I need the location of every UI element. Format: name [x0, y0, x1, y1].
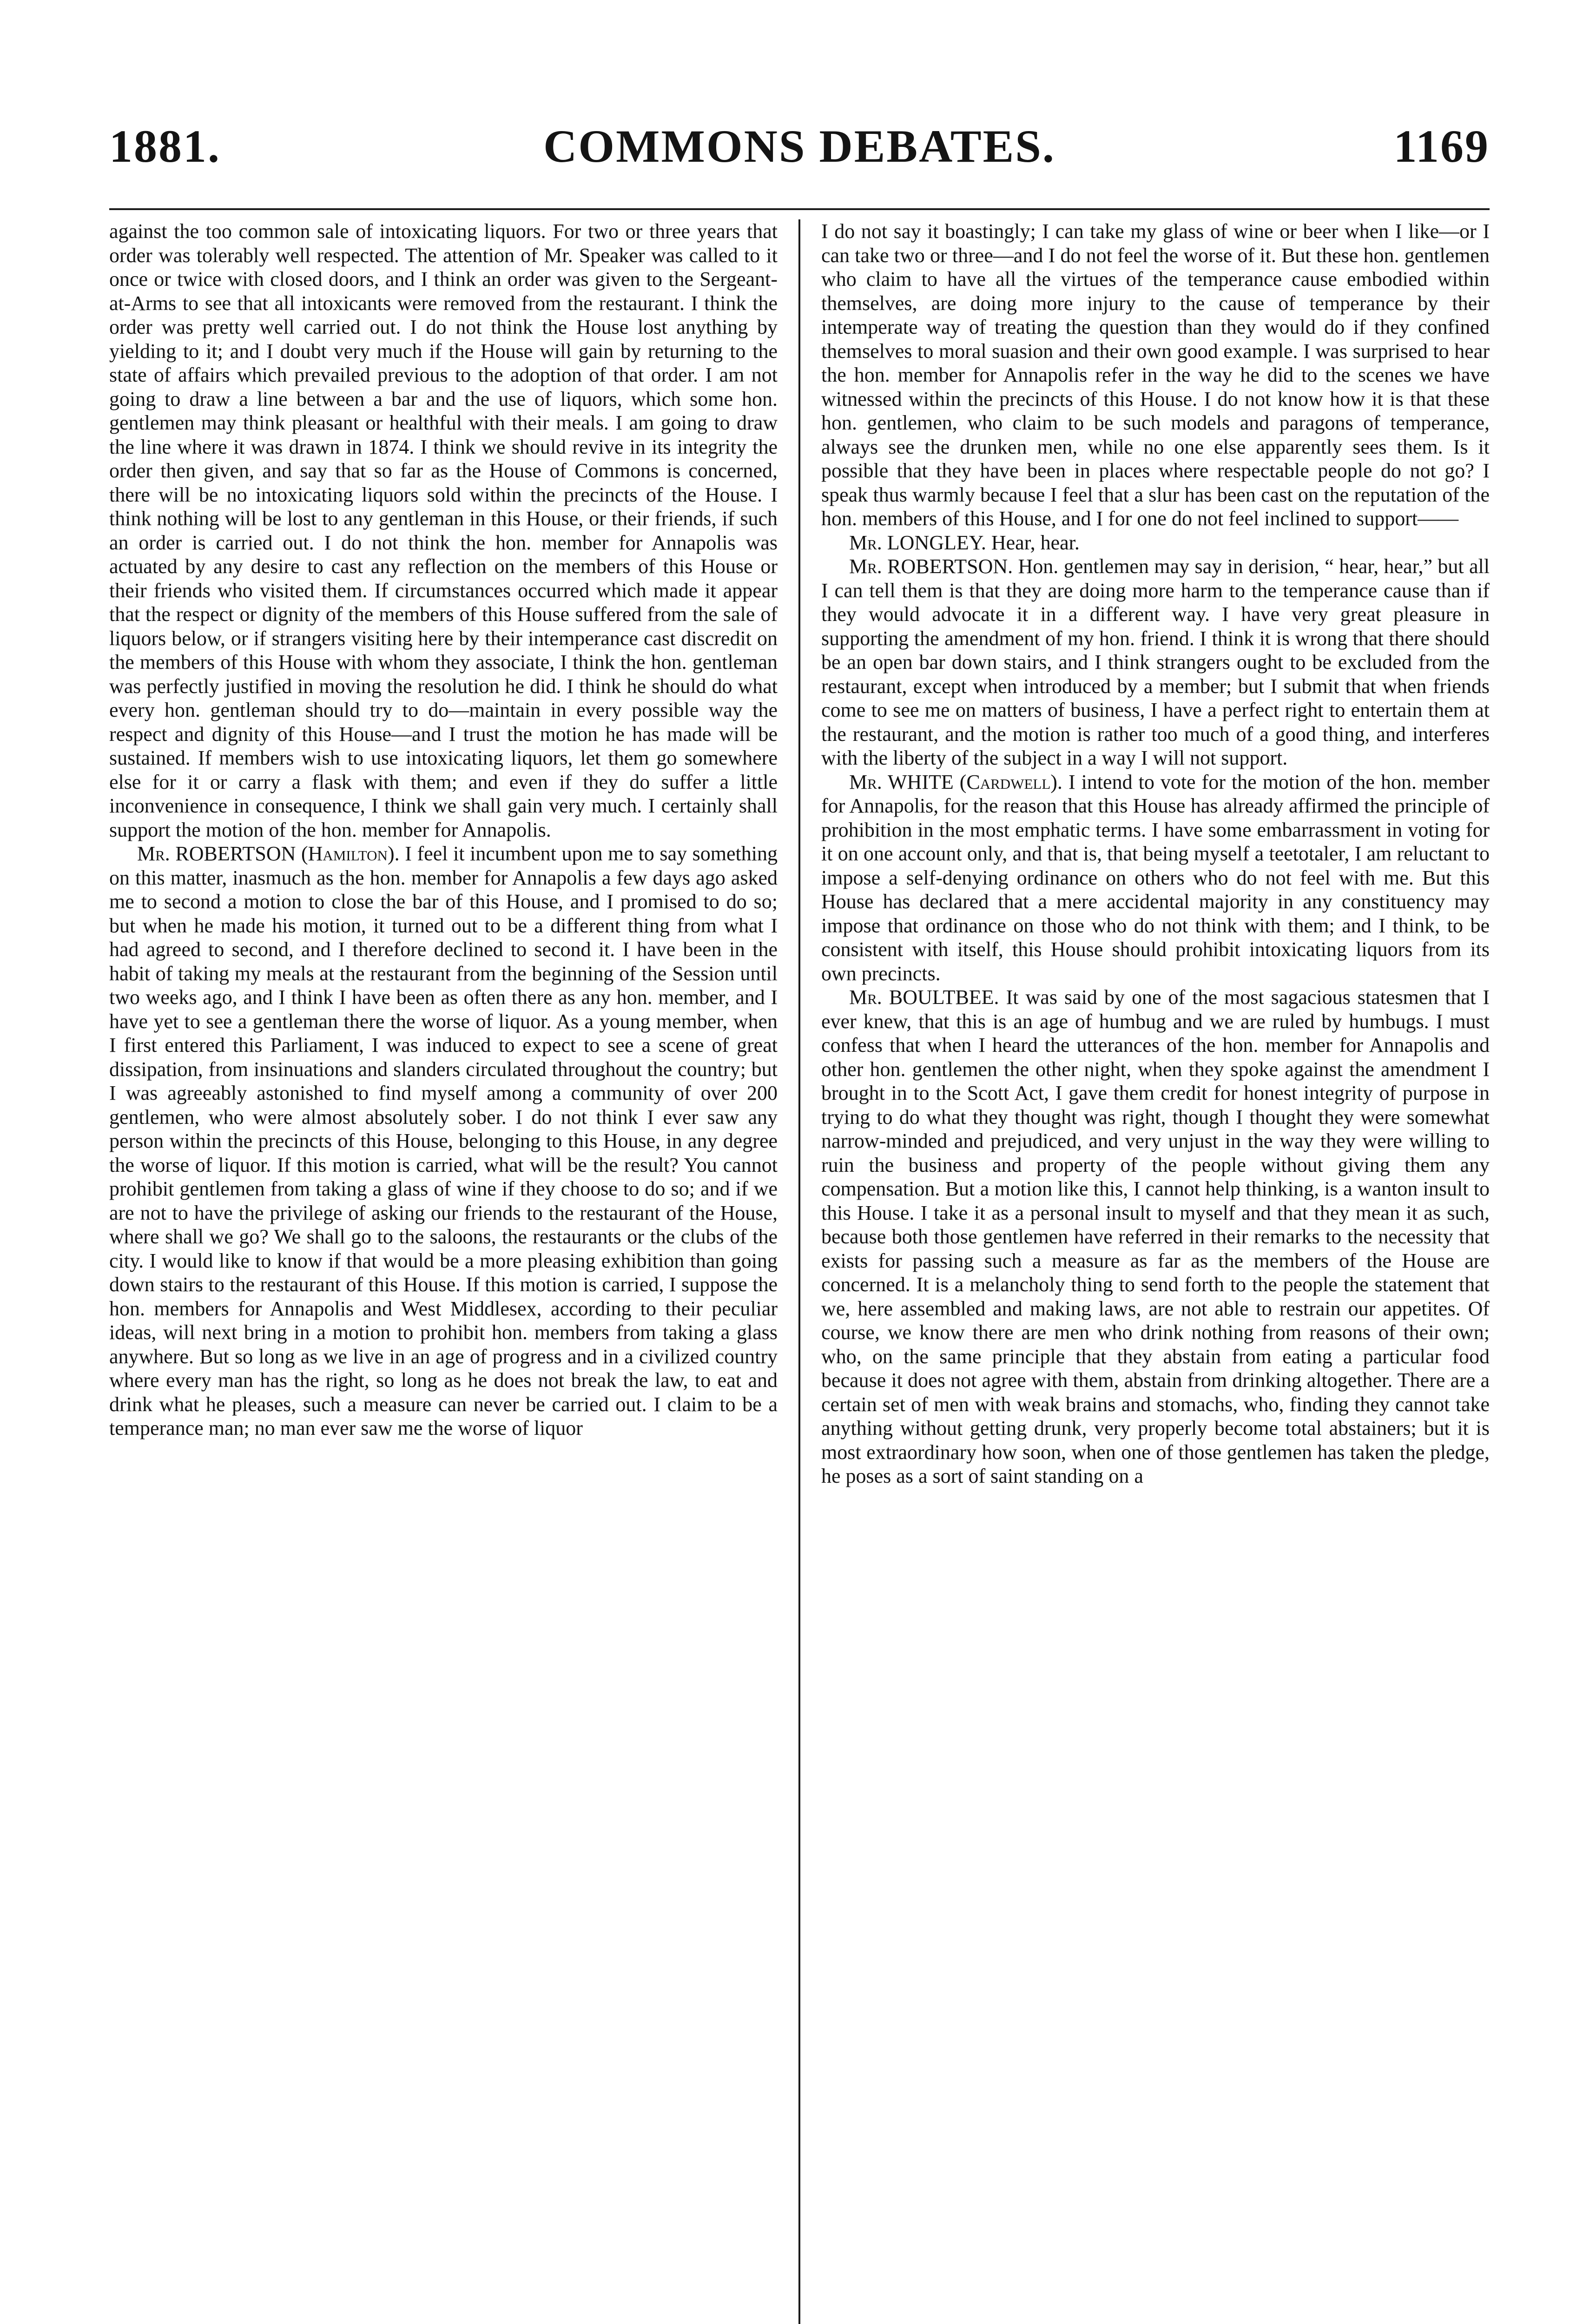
paragraph-text: Hon. gentlemen may say in derision, “ hear, hear,” but all I can tell them is that they are doing more harm to the temperance cause than if they would advocate it in a different way. I have very great pleasure in supporting the amendment of my hon. friend. I think it is wrong that there should be an open bar down stairs, and I think strangers ought to be excluded from the restaurant, except when introduced by a member; but I submit that when friends come to see me on matters of business, I have a perfect right to entertain them at the restaurant, and the motion is rather too much of a good thing, and interferes with the liberty of the subject in a way I will not support. [821, 555, 1490, 769]
paragraph-text: I intend to vote for the motion of the hon. member for Annapolis, for the reason that this House has already affirmed the principle of prohibition in the most emphatic terms. I have some embarrassment in voting for it on one account only, and that is, that being myself a teetotaler, I am reluctant to impose a self-denying ordinance on others who do not feel with me. But this House has declared that a mere accidental majority in any constituency may impose that ordinance on those who do not think with them; and I think, to be consistent with itself, this House should prohibit intoxicating liquors from its own precincts. [821, 770, 1490, 985]
paragraph [821, 770, 1490, 986]
paragraph [821, 219, 1490, 531]
running-header [109, 116, 1490, 177]
paragraph-text: I feel it incumbent upon me to say something on this matter, inasmuch as the hon. member for Annapolis a few days ago asked me to second a motion to close the bar of this House, and I promised to do so; but when he made his motion, it turned out to be a different thing from what I had agreed to second, and I therefore declined to second it. I have been in the habit of taking my meals at the restaurant from the beginning of the Session until two weeks ago, and I think I have been as often there as any hon. member, and I have yet to see a gentleman there the worse of liquor. As a young member, when I first entered this Parliament, I was induced to expect to see a scene of great dissipation, from insinuations and slanders circulated throughout the country; but I was agreeably astonished to find myself among a community of over 200 gentlemen, who were almost absolutely sober. I do not think I ever saw any person within the precincts of this House, belonging to this House, in any degree the worse of liquor. If this motion is carried, what will be the result? You cannot prohibit gentlemen from taking a glass of wine if they choose to do so; and if we are not to have the privilege of asking our friends to the restaurant of the House, where shall we go? We shall go to the saloons, the restaurants or the clubs of the city. I would like to know if that would be a more pleasing exhibition than going down stairs to the restaurant of this House. If this motion is carried, I suppose the hon. members for Annapolis and West Middlesex, according to their peculiar ideas, will next bring in a motion to prohibit hon. members from taking a glass anywhere. But so long as we live in an age of progress and in a civilized country where every man has the right, so long as he does not break the law, to eat and drink what he pleases, such a measure can never be carried out. I claim to be a temperance man; no man ever saw me the worse of liquor [109, 842, 778, 1439]
paragraph-text: Hear, hear. [991, 531, 1080, 554]
page [109, 116, 1490, 1487]
speaker-name: Mr. BOULTBEE. [849, 986, 999, 1009]
columns [109, 219, 1490, 2324]
paragraph [109, 219, 778, 842]
header-year: 1881. [109, 120, 221, 172]
speaker-name: Mr. LONGLEY. [849, 531, 986, 554]
header-page-number: 1169 [1393, 120, 1490, 172]
paragraph-text: It was said by one of the most sagacious statesmen that I ever knew, that this is an age of humbug and we are ruled by humbugs. I must confess that when I heard the utterances of the hon. member for Annapolis and other hon. gentlemen the other night, when they spoke against the amendment I brought in to the Scott Act, I gave them credit for honest integrity of purpose in trying to do what they thought was right, though I thought they were somewhat narrow-minded and prejudiced, and very unjust in the way they were willing to ruin the business and property of the people without giving them any compensation. But a motion like this, I cannot help thinking, is a wanton insult to this House. I take it as a personal insult to myself and that they mean it as such, because both those gentlemen have referred in their remarks to the necessity that exists for passing such a measure as far as the members of the House are concerned. It is a melancholy thing to send forth to the people the statement that we, here assembled and making laws, are not able to restrain our appetites. Of course, we know there are men who drink nothing from reasons of their own; who, on the same principle that they abstain from eating a particular food because it does not agree with them, abstain from drinking altogether. There are a certain set of men with weak brains and stomachs, who, finding they cannot take anything without getting drunk, very properly become total abstainers; but it is most extraordinary how soon, when one of those gentlemen has taken the pledge, he poses as a sort of saint standing on a [821, 986, 1490, 1487]
header-rule [109, 208, 1490, 210]
right-column [821, 219, 1490, 2324]
speaker-name: Mr. WHITE (Cardwell). [849, 770, 1062, 793]
left-column [109, 219, 778, 2324]
paragraph [821, 555, 1490, 770]
paragraph [821, 531, 1490, 555]
paragraph [109, 842, 778, 1440]
paragraph [821, 985, 1490, 1488]
column-divider [798, 219, 800, 2324]
paragraph-text: I do not say it boastingly; I can take my glass of wine or beer when I like—or I can take two or three—and I do not feel the worse of it. But these hon. gentlemen who claim to have all the virtues of the temperance cause embodied within themselves, are doing more injury to the cause of temperance by their intemperate way of treating the question than they would do if they confined themselves to moral suasion and their own good example. I was surprised to hear the hon. member for Annapolis refer in the way he did to the scenes we have witnessed within the precincts of this House. I do not know how it is that these hon. gentlemen, who claim to be such models and paragons of temperance, always see the drunken men, while no one else apparently sees them. Is it possible that they have been in places where respectable people do not go? I speak thus warmly because I feel that a slur has been cast on the reputation of the hon. members of this House, and I for one do not feel inclined to support—— [821, 220, 1490, 530]
speaker-name: Mr. ROBERTSON (Hamilton). [137, 842, 400, 865]
header-title: COMMONS DEBATES. [543, 120, 1055, 172]
paragraph-text: against the too common sale of intoxicating liquors. For two or three years that order was tolerably well respected. The attention of Mr. Speaker was called to it once or twice with closed doors, and I think an order was given to the Sergeant-at-Arms to see that all intoxicants were removed from the restaurant. I think the order was pretty well carried out. I do not think the House lost anything by yielding to it; and I doubt very much if the House will gain by returning to the state of affairs which prevailed previous to the adoption of that order. I am not going to draw a line between a bar and the use of liquors, which some hon. gentlemen may think pleasant or healthful with their meals. I am going to draw the line where it was drawn in 1874. I think we should revive in its integrity the order then given, and say that so far as the House of Commons is concerned, there will be no intoxicating liquors sold within the precincts of the House. I think nothing will be lost to any gentleman in this House, or their friends, if such an order is carried out. I do not think the hon. member for Annapolis was actuated by any desire to cast any reflection on the members of this House or their friends who visited them. If circumstances occurred which made it appear that the respect or dignity of the members of this House suffered from the sale of liquors below, or if strangers visiting here by their intemperance cast discredit on the members of this House with whom they associate, I think the hon. gentleman was perfectly justified in moving the resolution he did. I think he should do what every hon. gentleman should try to do—maintain in every possible way the respect and dignity of this House—and I trust the motion he has made will be sustained. If members wish to use intoxicating liquors, let them go somewhere else for it or carry a flask with them; and even if they do suffer a little inconvenience in consequence, I think we shall gain very much. I certainly shall support the motion of the hon. member for Annapolis. [109, 220, 778, 841]
speaker-name: Mr. ROBERTSON. [849, 555, 1013, 578]
